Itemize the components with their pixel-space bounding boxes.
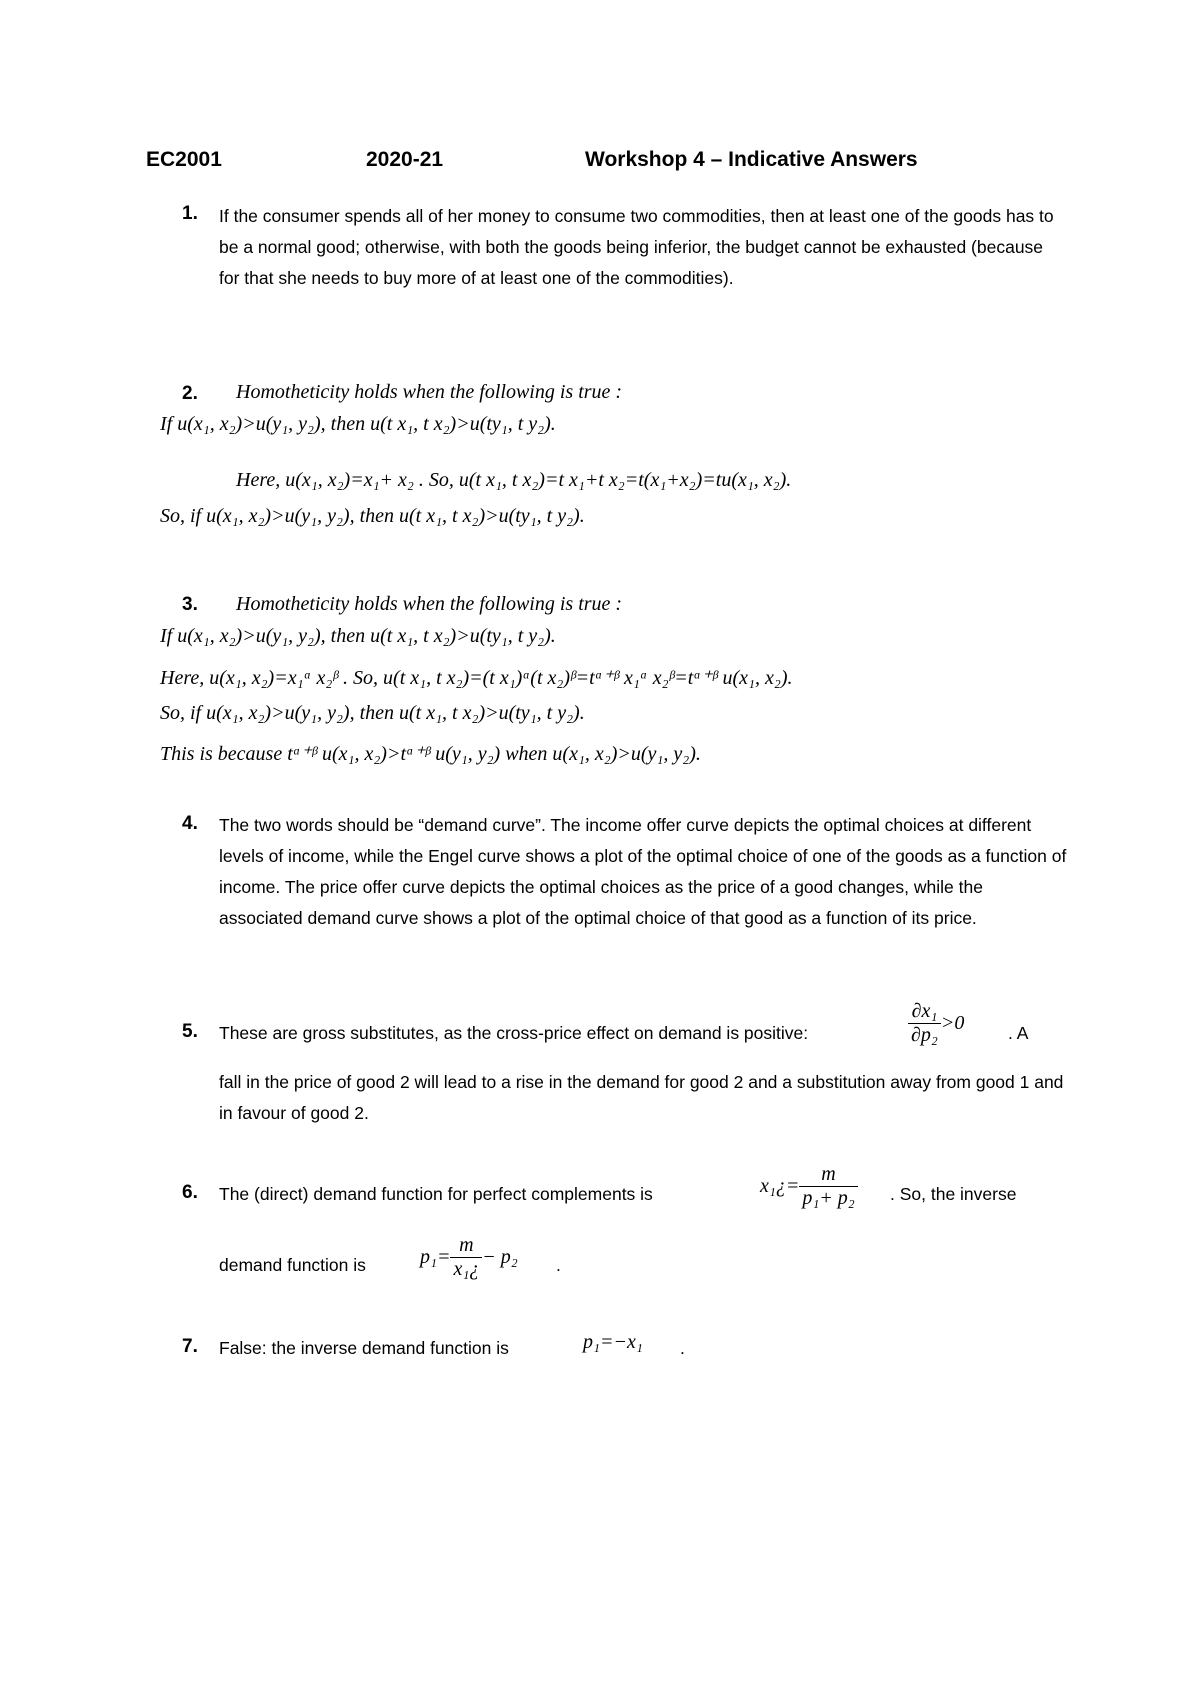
question-5-sentence-start: . A: [1008, 1023, 1029, 1043]
direct-demand-fraction: [799, 1163, 857, 1210]
question-4-number: 4.: [182, 813, 198, 834]
direct-demand-numerator: m: [821, 1163, 836, 1185]
question-5-number: 5.: [182, 1021, 198, 1042]
question-2-intro: Homotheticity holds when the following is true :: [236, 381, 623, 403]
question-6-end: .: [556, 1255, 561, 1275]
inverse-demand-lhs: p₁=: [420, 1246, 451, 1268]
question-3-number: 3.: [182, 594, 198, 615]
derivative-denominator: ∂p₂: [908, 1023, 941, 1047]
inverse-demand-denominator: x₁¿: [450, 1257, 482, 1281]
question-7-number: 7.: [182, 1336, 198, 1357]
inverse-demand-numerator: m: [459, 1234, 474, 1256]
question-2-here: Here, u(x₁, x₂)=x₁+ x₂ . So, u(t x₁, t x₂)=t x₁+t x₂=t(x₁+x₂)=tu(x₁, x₂).: [236, 469, 792, 491]
academic-year: 2020-21: [366, 148, 444, 171]
question-6-number: 6.: [182, 1182, 198, 1203]
direct-demand-denominator: p₁+ p₂: [799, 1186, 857, 1210]
question-3-so: So, if u(x₁, x₂)>u(y₁, y₂), then u(t x₁, t x₂)>u(ty₁, t y₂).: [160, 702, 585, 724]
question-1-answer: If the consumer spends all of her money to consume two commodities, then at least one of the goods has to be a normal good; otherwise, with both the goods being inferior, the budget cannot be exhausted (because for that she needs to buy more of at least one of the commodities).: [219, 206, 1054, 288]
question-2-so: So, if u(x₁, x₂)>u(y₁, y₂), then u(t x₁, t x₂)>u(ty₁, t y₂).: [160, 505, 585, 527]
question-7-end: .: [680, 1338, 685, 1358]
question-3-here: Here, u(x₁, x₂)=x₁ᵅ x₂ᵝ . So, u(t x₁, t x₂)=(t x₁)ᵅ(t x₂)ᵝ=tᵅ⁺ᵝ x₁ᵅ x₂ᵝ=tᵅ⁺ᵝ u(x₁, x₂).: [160, 667, 793, 689]
question-2-number: 2.: [182, 383, 198, 404]
question-7-equation: p₁=−x₁: [583, 1331, 643, 1353]
question-3-because: This is because tᵅ⁺ᵝ u(x₁, x₂)>tᵅ⁺ᵝ u(y₁, y₂) when u(x₁, x₂)>u(y₁, y₂).: [160, 743, 701, 765]
page-title: Workshop 4 – Indicative Answers: [585, 148, 918, 171]
inverse-demand-equation: [420, 1234, 518, 1281]
inverse-demand-rhs: − p₂: [482, 1246, 518, 1268]
derivative-rhs: >0: [940, 1012, 965, 1034]
question-1-number: 1.: [182, 203, 198, 224]
question-7-text: False: the inverse demand function is: [219, 1338, 509, 1358]
question-5-continuation: fall in the price of good 2 will lead to a rise in the demand for good 2 and a substitution away from good 1 and in favour of good 2.: [219, 1072, 1064, 1123]
derivative-fraction: [908, 1000, 941, 1047]
cross-price-derivative: [908, 1000, 964, 1047]
question-2-condition: If u(x₁, x₂)>u(y₁, y₂), then u(t x₁, t x₂)>u(ty₁, t y₂).: [160, 413, 556, 435]
question-3-intro: Homotheticity holds when the following is true :: [236, 593, 623, 615]
question-4-answer: The two words should be “demand curve”. The income offer curve depicts the optimal choices at different levels of income, while the Engel curve shows a plot of the optimal choice of one of the goods as a function of income. The price offer curve depicts the optimal choices as the price of a good changes, while the associated demand curve shows a plot of the optimal choice of that good as a function of its price.: [219, 815, 1067, 928]
question-5-text: These are gross substitutes, as the cross-price effect on demand is positive:: [219, 1023, 809, 1043]
inverse-demand-fraction: [450, 1234, 482, 1281]
question-6-text: The (direct) demand function for perfect complements is: [219, 1184, 653, 1204]
direct-demand-lhs: x₁¿=: [760, 1175, 800, 1197]
derivative-numerator: ∂x₁: [911, 1000, 938, 1022]
question-6-line2: demand function is: [219, 1255, 366, 1275]
question-6-text-mid: . So, the inverse: [890, 1184, 1017, 1204]
question-3-condition: If u(x₁, x₂)>u(y₁, y₂), then u(t x₁, t x₂)>u(ty₁, t y₂).: [160, 625, 556, 647]
course-code: EC2001: [146, 148, 222, 171]
direct-demand-equation: [760, 1163, 858, 1210]
